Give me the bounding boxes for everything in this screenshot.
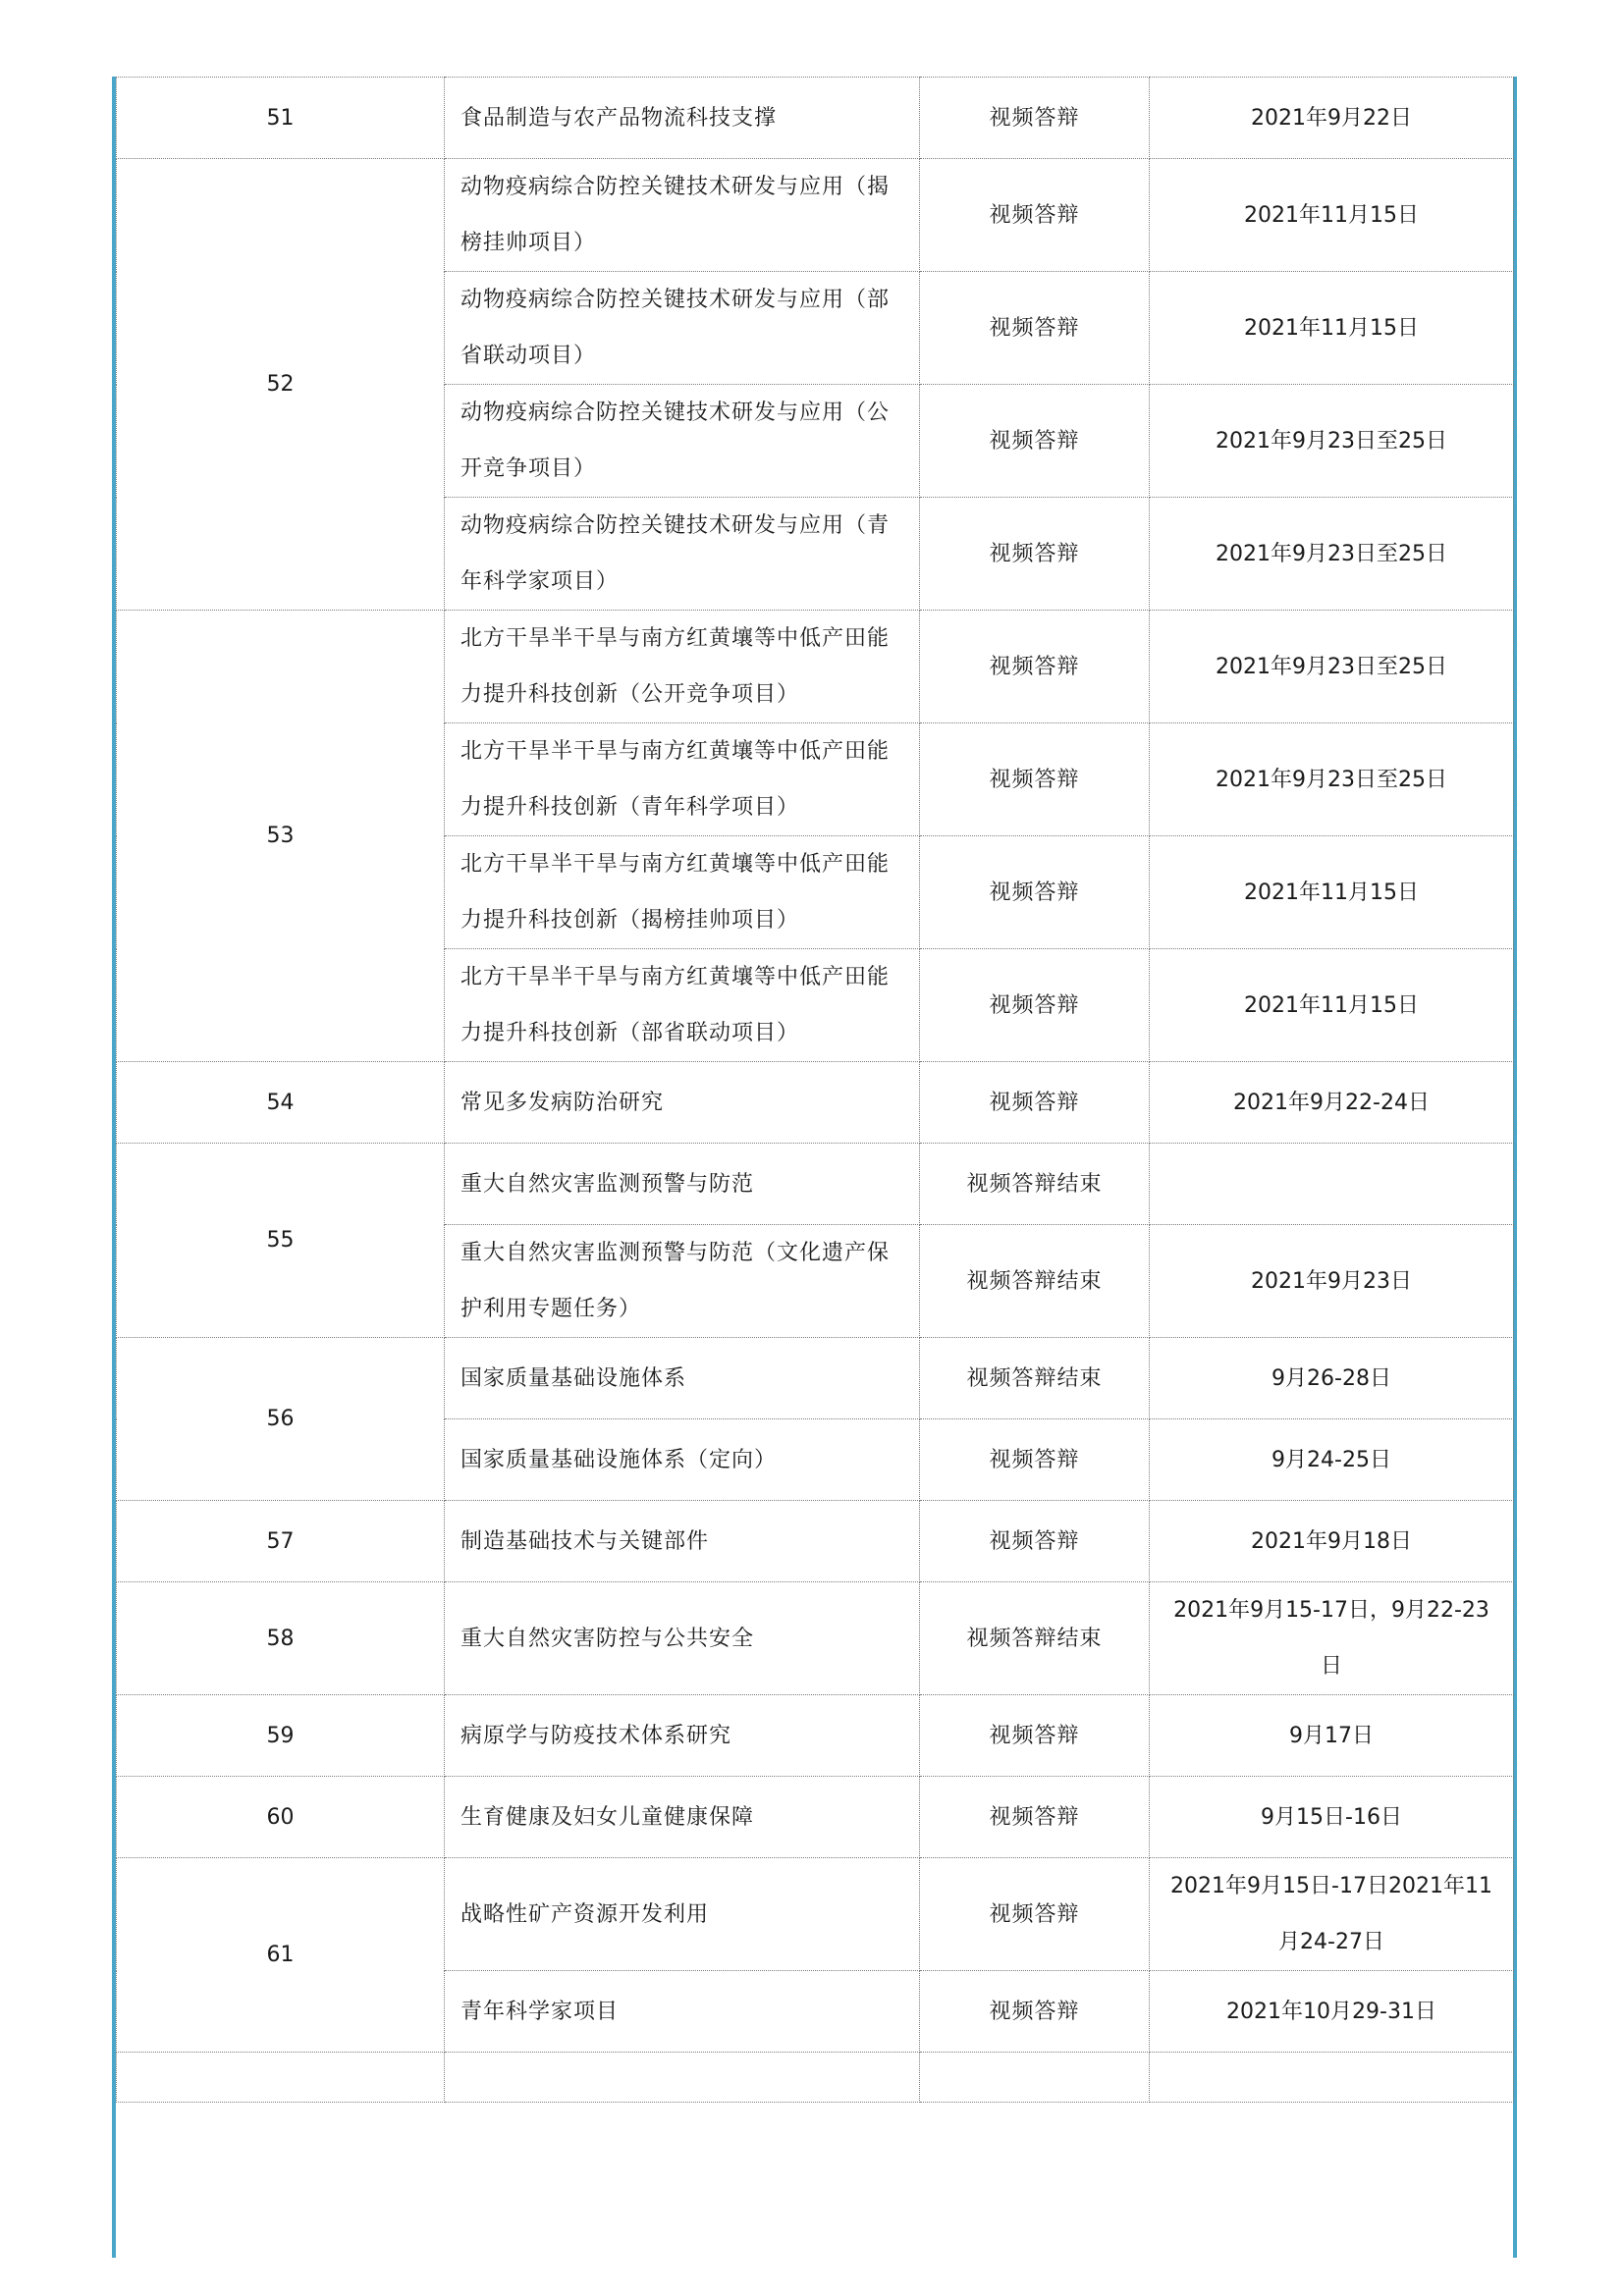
defense-method-cell [920,2053,1150,2103]
defense-date-cell [1150,836,1514,949]
project-name-cell: 国家质量基础设施体系 [445,1338,920,1419]
row-number-cell: 53 [117,611,445,1062]
defense-date-cell [1150,1777,1514,1858]
defense-date-text: 2021年11月15日 [1244,992,1419,1018]
defense-method-cell: 视频答辩 [920,78,1150,159]
defense-date-cell [1150,1582,1514,1695]
project-name-cell: 动物疫病综合防控关键技术研发与应用（公开竞争项目） [445,385,920,498]
row-number-cell: 60 [117,1777,445,1858]
table-row [117,159,1514,272]
defense-method-cell: 视频答辩 [920,836,1150,949]
defense-date-text: 2021年9月23日至25日 [1216,654,1447,679]
project-name-cell: 常见多发病防治研究 [445,1062,920,1144]
defense-date-cell [1150,611,1514,723]
defense-date-cell [1150,385,1514,498]
defense-method-cell: 视频答辩结束 [920,1225,1150,1338]
defense-date-text: 9月17日 [1289,1723,1374,1748]
defense-date-text: 2021年9月22-24日 [1233,1090,1430,1115]
defense-method-cell: 视频答辩 [920,1777,1150,1858]
defense-method-cell: 视频答辩 [920,498,1150,611]
defense-date-text: 9月26-28日 [1271,1365,1391,1391]
defense-schedule-table [116,77,1514,2103]
project-name-cell: 北方干旱半干旱与南方红黄壤等中低产田能力提升科技创新（揭榜挂帅项目） [445,836,920,949]
defense-method-cell: 视频答辩结束 [920,1144,1150,1225]
project-name-cell: 动物疫病综合防控关键技术研发与应用（部省联动项目） [445,272,920,385]
row-number-cell: 51 [117,78,445,159]
project-name-cell: 战略性矿产资源开发利用 [445,1858,920,1971]
table-trailing-row [117,2053,1514,2103]
defense-method-cell: 视频答辩 [920,1062,1150,1144]
defense-method-cell: 视频答辩 [920,1501,1150,1582]
row-number-cell: 55 [117,1144,445,1338]
table-row-partial [117,2053,1514,2103]
defense-date-cell [1150,1338,1514,1419]
row-number-cell: 56 [117,1338,445,1501]
defense-date-cell [1150,1225,1514,1338]
project-name-cell: 青年科学家项目 [445,1971,920,2053]
defense-method-cell: 视频答辩结束 [920,1582,1150,1695]
defense-date-cell [1150,498,1514,611]
project-name-cell: 动物疫病综合防控关键技术研发与应用（青年科学家项目） [445,498,920,611]
project-name-cell: 重大自然灾害监测预警与防范 [445,1144,920,1225]
defense-date-text: 2021年9月23日至25日 [1216,767,1447,792]
table-row [117,1582,1514,1695]
table-row [117,611,1514,723]
project-name-cell: 国家质量基础设施体系（定向） [445,1419,920,1501]
project-name-cell [445,2053,920,2103]
project-name-cell: 重大自然灾害监测预警与防范（文化遗产保护利用专题任务） [445,1225,920,1338]
table-row [117,78,1514,159]
defense-method-cell: 视频答辩 [920,611,1150,723]
project-name-cell: 食品制造与农产品物流科技支撑 [445,78,920,159]
defense-date-cell [1150,159,1514,272]
row-number-cell [117,2053,445,2103]
defense-date-text: 9月24-25日 [1271,1447,1391,1472]
defense-method-cell: 视频答辩结束 [920,1338,1150,1419]
defense-date-text: 2021年9月15-17日，9月22-23日 [1173,1598,1489,1679]
defense-method-cell: 视频答辩 [920,272,1150,385]
row-number-cell: 57 [117,1501,445,1582]
table-row [117,1144,1514,1225]
project-name-cell: 北方干旱半干旱与南方红黄壤等中低产田能力提升科技创新（公开竞争项目） [445,611,920,723]
defense-date-cell [1150,949,1514,1062]
defense-date-text: 2021年9月15日-17日2021年11月24-27日 [1170,1874,1492,1954]
defense-date-text: 9月15日-16日 [1261,1804,1402,1830]
defense-method-cell: 视频答辩 [920,1695,1150,1777]
table-row [117,1501,1514,1582]
row-number-cell: 52 [117,159,445,611]
defense-date-text: 2021年11月15日 [1244,880,1419,905]
table-row [117,1338,1514,1419]
defense-date-text: 2021年11月15日 [1244,315,1419,341]
defense-method-cell: 视频答辩 [920,385,1150,498]
defense-date-cell [1150,1144,1514,1225]
row-number-cell: 61 [117,1858,445,2053]
defense-date-text: 2021年9月22日 [1251,105,1412,131]
row-number-cell: 58 [117,1582,445,1695]
project-name-cell: 北方干旱半干旱与南方红黄壤等中低产田能力提升科技创新（青年科学项目） [445,723,920,836]
table-row [117,1062,1514,1144]
project-name-cell: 北方干旱半干旱与南方红黄壤等中低产田能力提升科技创新（部省联动项目） [445,949,920,1062]
defense-date-cell [1150,1858,1514,1971]
defense-date-text: 2021年11月15日 [1244,202,1419,228]
table-row [117,1858,1514,1971]
defense-date-text: 2021年9月23日至25日 [1216,428,1447,454]
defense-date-cell [1150,1501,1514,1582]
row-number-cell: 54 [117,1062,445,1144]
defense-date-cell [1150,78,1514,159]
defense-date-cell [1150,723,1514,836]
defense-date-cell [1150,1419,1514,1501]
defense-method-cell: 视频答辩 [920,723,1150,836]
table-row [117,1695,1514,1777]
project-name-cell: 病原学与防疫技术体系研究 [445,1695,920,1777]
defense-date-cell [1150,1062,1514,1144]
defense-method-cell: 视频答辩 [920,1971,1150,2053]
table-row [117,1777,1514,1858]
defense-method-cell: 视频答辩 [920,159,1150,272]
project-name-cell: 生育健康及妇女儿童健康保障 [445,1777,920,1858]
defense-method-cell: 视频答辩 [920,1419,1150,1501]
defense-method-cell: 视频答辩 [920,1858,1150,1971]
defense-date-cell [1150,2053,1514,2103]
project-name-cell: 制造基础技术与关键部件 [445,1501,920,1582]
defense-date-text: 2021年10月29-31日 [1226,1999,1436,2024]
project-name-cell: 动物疫病综合防控关键技术研发与应用（揭榜挂帅项目） [445,159,920,272]
project-name-cell: 重大自然灾害防控与公共安全 [445,1582,920,1695]
defense-date-text: 2021年9月23日 [1251,1268,1412,1294]
defense-date-cell [1150,1971,1514,2053]
defense-method-cell: 视频答辩 [920,949,1150,1062]
defense-date-text: 2021年9月23日至25日 [1216,541,1447,566]
defense-date-text: 2021年9月18日 [1251,1528,1412,1554]
table-body [117,78,1514,2053]
defense-date-cell [1150,272,1514,385]
defense-date-cell [1150,1695,1514,1777]
row-number-cell: 59 [117,1695,445,1777]
